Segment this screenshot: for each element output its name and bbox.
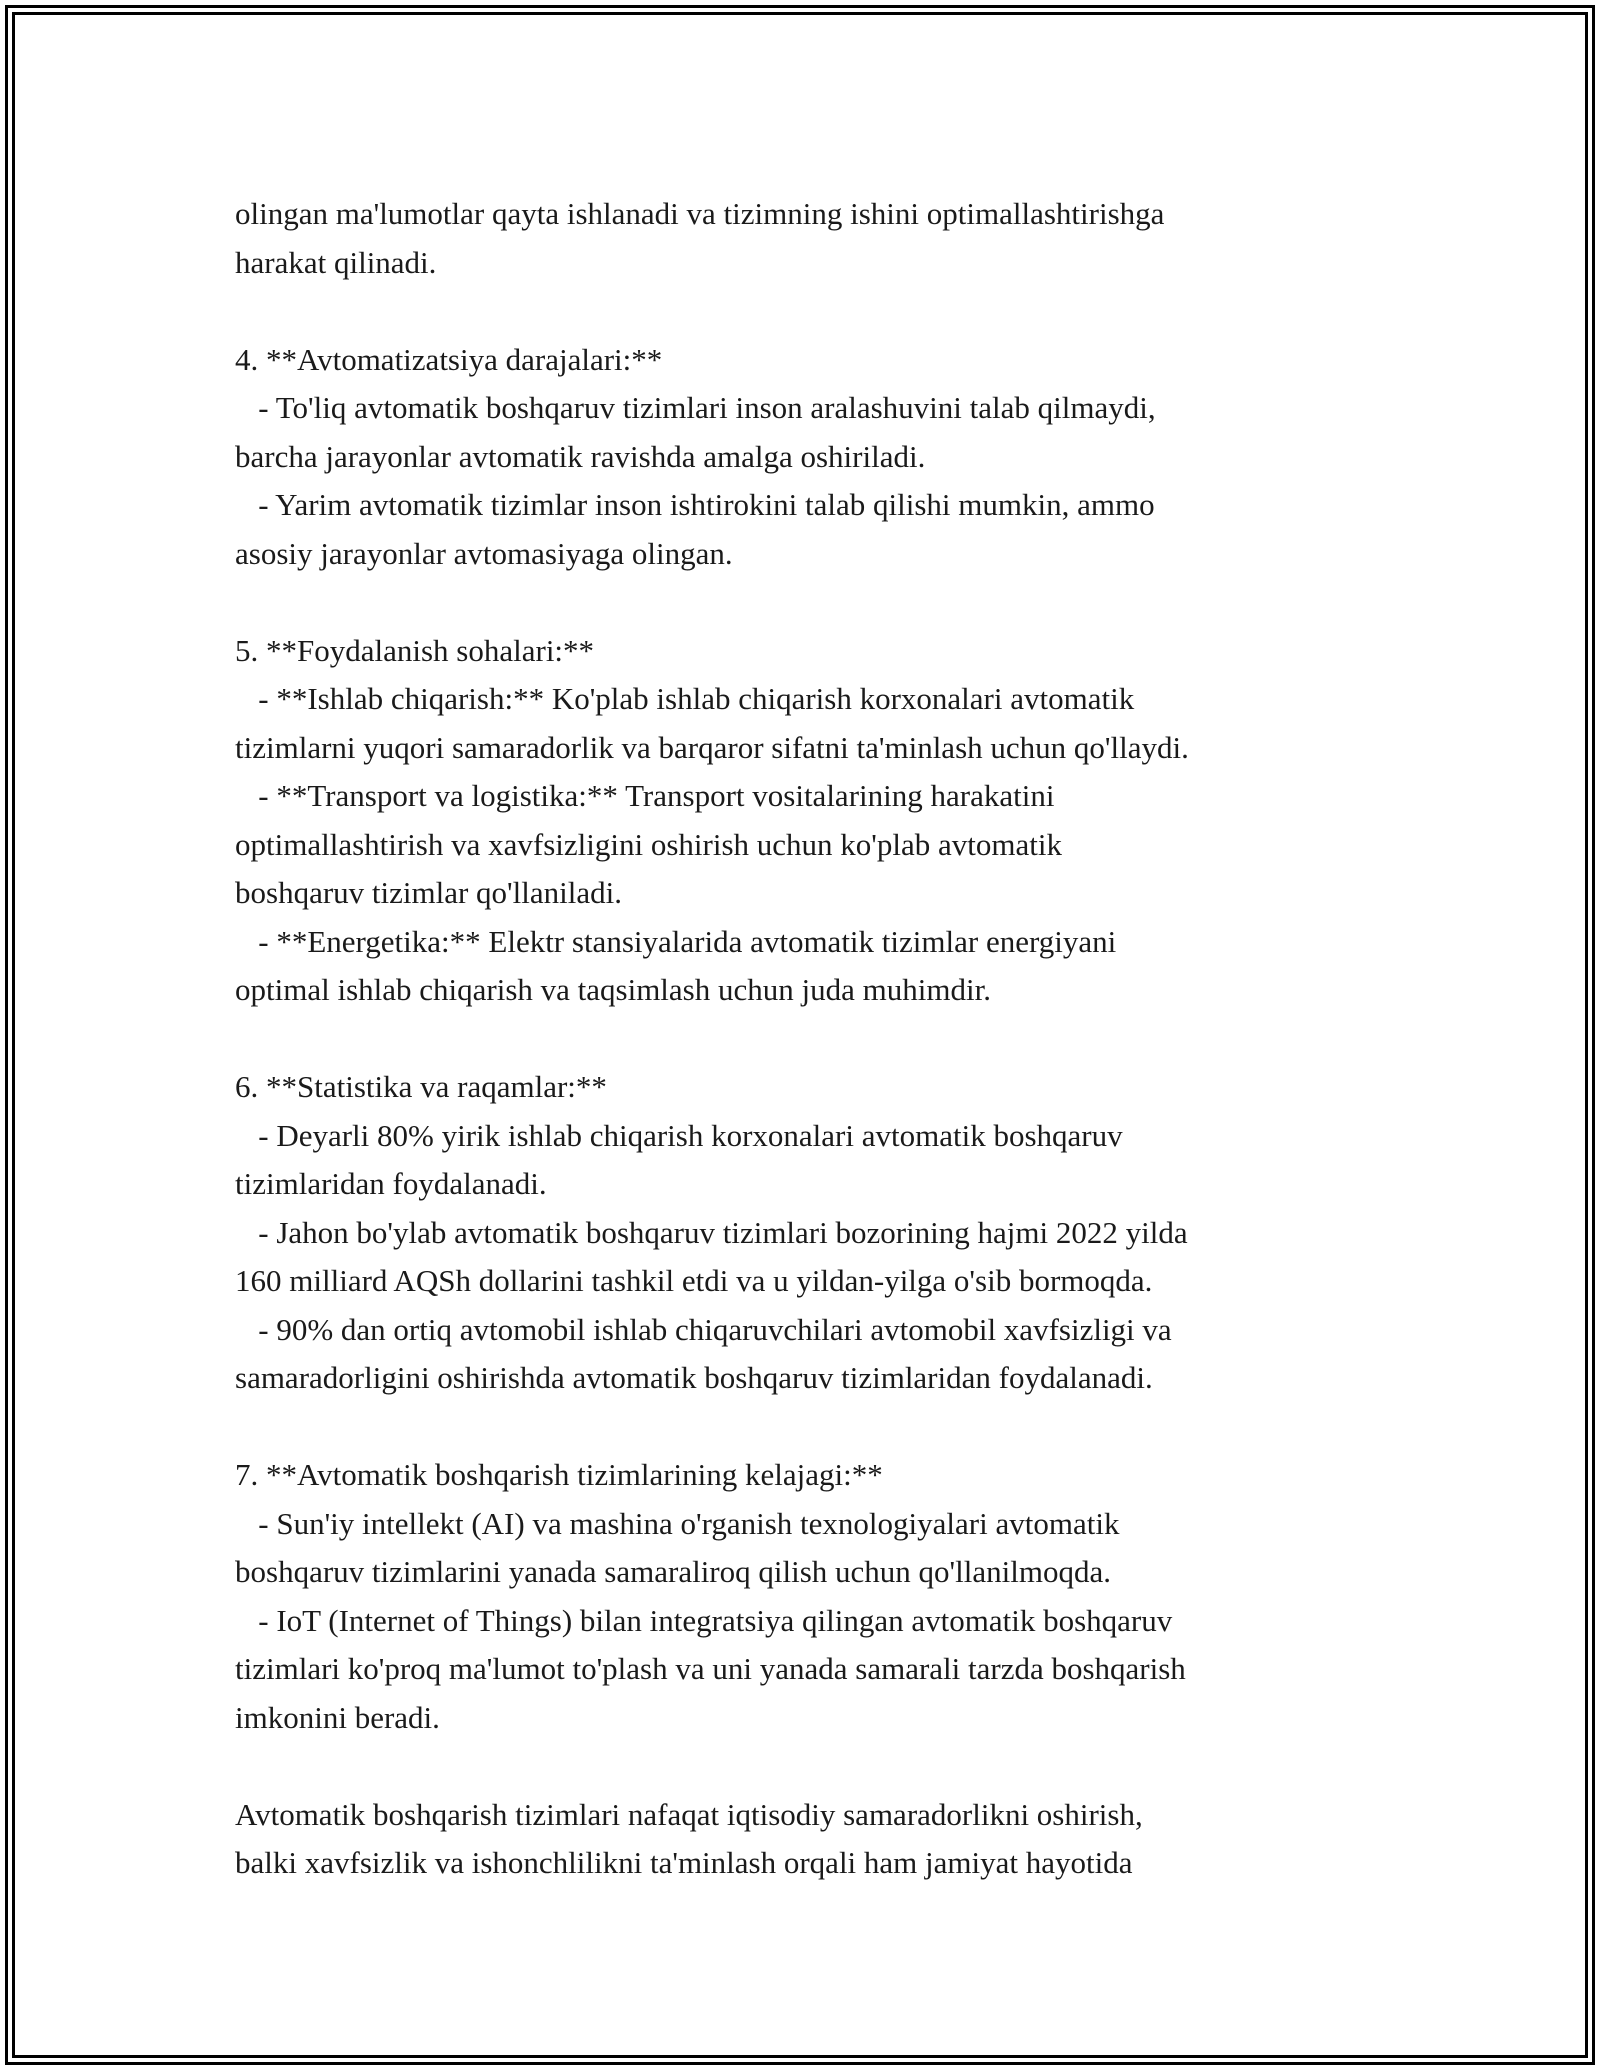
section-heading-7: 7. **Avtomatik boshqarish tizimlarining kelajagi:** [235,1457,883,1492]
text-line: harakat qilinadi. [235,244,437,280]
text-line: balki xavfsizlik va ishonchlilikni ta'minlash orqali ham jamiyat hayotida [235,1845,1133,1880]
text-line: barcha jarayonlar avtomatik ravishda amalga oshiriladi. [235,438,926,474]
text-line: tizimlarni yuqori samaradorlik va barqaror sifatni ta'minlash uchun qo'llaydi. [235,729,1189,765]
text-line: - To'liq avtomatik boshqaruv tizimlari inson aralashuvini talab qilmaydi, [235,390,1156,425]
section-heading-5: 5. **Foydalanish sohalari:** [235,632,595,668]
section-heading-6: 6. **Statistika va raqamlar:** [235,1069,607,1104]
text-line: - Yarim avtomatik tizimlar inson ishtirokini talab qilishi mumkin, ammo [235,487,1155,522]
text-line: - **Transport va logistika:** Transport vositalarining harakatini [235,778,1055,813]
text-line: olingan ma'lumotlar qayta ishlanadi va tizimning ishini optimallashtirishga [235,196,1165,231]
section-heading-4: 4. **Avtomatizatsiya darajalari:** [235,341,663,377]
text-line: optimal ishlab chiqarish va taqsimlash uchun juda muhimdir. [235,972,991,1007]
text-line: tizimlaridan foydalanadi. [235,1166,547,1201]
blank-line [235,1015,1435,1064]
blank-line [235,1742,1435,1791]
text-line: - **Energetika:** Elektr stansiyalarida avtomatik tizimlar energiyani [235,923,1117,959]
text-line: - Sun'iy intellekt (AI) va mashina o'rganish texnologiyalari avtomatik [235,1505,1120,1541]
text-line: Avtomatik boshqarish tizimlari nafaqat iqtisodiy samaradorlikni oshirish, [235,1796,1143,1832]
text-line: samaradorligini oshirishda avtomatik boshqaruv tizimlaridan foydalanadi. [235,1360,1153,1395]
text-line: optimallashtirish va xavfsizligini oshirish uchun ko'plab avtomatik [235,826,1062,862]
text-line: boshqaruv tizimlarini yanada samaraliroq qilish uchun qo'llanilmoqda. [235,1554,1111,1589]
blank-line [235,578,1435,627]
text-line: asosiy jarayonlar avtomasiyaga olingan. [235,535,733,571]
text-line: - 90% dan ortiq avtomobil ishlab chiqaruvchilari avtomobil xavfsizligi va [235,1311,1172,1347]
blank-line [235,1403,1435,1452]
text-line: - Jahon bo'ylab avtomatik boshqaruv tizimlari bozorining hajmi 2022 yilda [235,1214,1188,1250]
text-line: - Deyarli 80% yirik ishlab chiqarish korxonalari avtomatik boshqaruv [235,1117,1123,1153]
text-line: tizimlari ko'proq ma'lumot to'plash va uni yanada samarali tarzda boshqarish [235,1651,1186,1686]
blank-line [235,287,1435,336]
text-line: boshqaruv tizimlar qo'llaniladi. [235,875,622,910]
text-line: - **Ishlab chiqarish:** Ko'plab ishlab chiqarish korxonalari avtomatik [235,681,1135,716]
text-line: imkonini beradi. [235,1699,440,1735]
text-line: - IoT (Internet of Things) bilan integratsiya qilingan avtomatik boshqaruv [235,1602,1173,1638]
text-line: 160 milliard AQSh dollarini tashkil etdi va u yildan-yilga o'sib bormoqda. [235,1263,1153,1298]
document-body [235,190,1435,1888]
